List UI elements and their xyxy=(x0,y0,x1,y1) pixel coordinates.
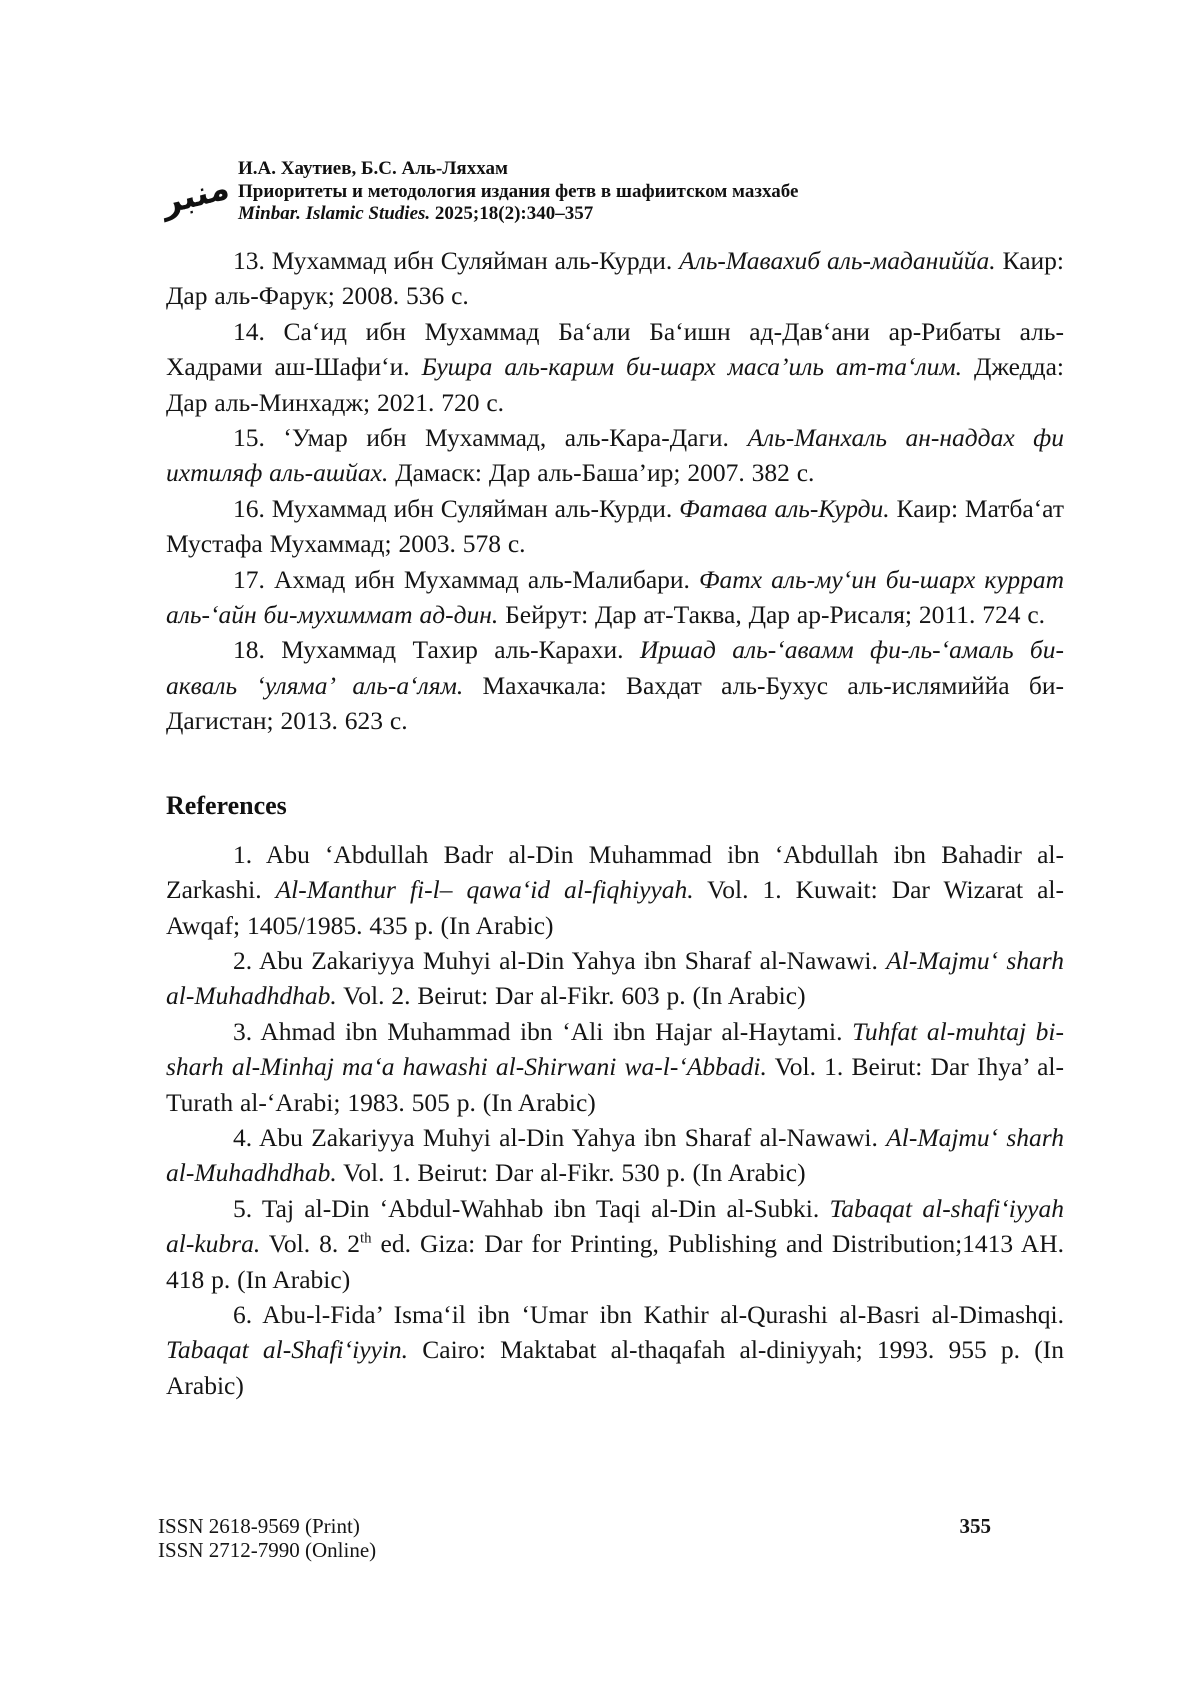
reference-item xyxy=(166,943,1064,1014)
reference-text: 18. Мухаммад Тахир аль-Карахи. xyxy=(233,635,640,665)
reference-text: 6. Abu-l-Fida’ Isma‘il ibn ‘Umar ibn Kathir al-Qurashi al-Basri al-Dimashqi. xyxy=(233,1299,1064,1329)
work-title-text: Аль-Мавахиб аль-маданиййа. xyxy=(679,246,996,275)
work-title-text: Иршад аль-‘авамм фи-ль-‘амаль би-акваль ‘уляма’ аль-а‘лям. xyxy=(166,635,1064,700)
header-text-block xyxy=(238,158,798,226)
reference-item xyxy=(166,420,1064,491)
article-title: Приоритеты и методология издания фетв в шафиитском мазхабе xyxy=(238,180,799,202)
reference-item xyxy=(166,1014,1064,1120)
reference-item xyxy=(166,1120,1064,1191)
issn-block xyxy=(158,1514,376,1562)
journal-citation xyxy=(238,203,798,226)
issn-print: ISSN 2618-9569 (Print) xyxy=(158,1514,360,1538)
journal-logo-icon xyxy=(160,164,232,224)
reference-text: Каир: Матба‘ат Мустафа Мухаммад; 2003. 578 с. xyxy=(166,493,1064,559)
reference-text: Бейрут: Дар ат-Таква, Дар ар-Рисаля; 2011. 724 с. xyxy=(498,600,1046,630)
reference-text: Vol. 1. Beirut: Dar al-Fikr. 530 p. (In Arabic) xyxy=(336,1158,806,1188)
reference-text: Дамаск: Дар аль-Баша’ир; 2007. 382 с. xyxy=(388,458,815,488)
work-title-text: Фатх аль-му‘ин би-шарх куррат аль-‘айн би-мухиммат ад-дин. xyxy=(166,564,1065,630)
reference-text: 17. Ахмад ибн Мухаммад аль-Малибари. xyxy=(233,564,700,594)
reference-item xyxy=(166,491,1064,562)
english-references-list xyxy=(166,837,1064,1404)
reference-text: 14. Са‘ид ибн Мухаммад Ба‘али Ба‘ишн ад-Дав‘ани ар-Рибаты аль-Хадрами аш-Шафи‘и. xyxy=(166,316,1064,382)
reference-item xyxy=(166,837,1064,943)
reference-item xyxy=(166,1191,1064,1297)
work-title-text: Al-Majmu‘ sharh al-Muhadhdhab. xyxy=(166,945,1064,1011)
reference-text: 1. Abu ‘Abdullah Badr al-Din Muhammad ibn ‘Abdullah ibn Bahadir al-Zarkashi. xyxy=(166,839,1064,905)
reference-text: 15. ‘Умар ибн Мухаммад, аль-Кара-Даги. xyxy=(233,423,748,453)
reference-item xyxy=(166,1297,1064,1403)
work-title-text: Аль-Манхаль ан-наддах фи ихтиляф аль-ашйах. xyxy=(166,423,1064,488)
page-footer xyxy=(158,1514,991,1562)
reference-text: Джедда: Дар аль-Минхадж; 2021. 720 с. xyxy=(166,352,1065,417)
journal-name: Minbar. Islamic Studies. xyxy=(238,203,431,224)
reference-text: Каир: Дар аль-Фарук; 2008. 536 с. xyxy=(166,246,1064,311)
page-number: 355 xyxy=(959,1514,991,1538)
reference-text: 4. Abu Zakariyya Muhyi al-Din Yahya ibn Sharaf al-Nawawi. xyxy=(233,1122,887,1152)
reference-item xyxy=(166,314,1064,420)
references-section xyxy=(166,243,1064,1403)
issn-online: ISSN 2712-7990 (Online) xyxy=(158,1538,377,1562)
work-title-text: Фатава аль-Курди. xyxy=(679,493,890,523)
reference-text: 3. Ahmad ibn Muhammad ibn ‘Ali ibn Hajar al-Haytami. xyxy=(233,1016,853,1046)
work-title-text: Al-Majmu‘ sharh al-Muhadhdhab. xyxy=(166,1122,1064,1188)
reference-text: Vol. 1. Kuwait: Dar Wizarat al-Awqaf; 1405/1985. 435 p. (In Arabic) xyxy=(166,875,1064,940)
arabic-calligraphy-glyph: منبر xyxy=(160,166,232,222)
work-title-text: Tabaqat al-Shafi‘iyyin. xyxy=(166,1335,409,1365)
russian-references-list xyxy=(166,243,1064,739)
reference-text: 2. Abu Zakariyya Muhyi al-Din Yahya ibn Sharaf al-Nawawi. xyxy=(233,945,887,975)
work-title-text: Tuhfat al-muhtaj bi-sharh al-Minhaj ma‘a hawashi al-Shirwani wa-l-‘Abbadi. xyxy=(166,1016,1064,1082)
reference-item xyxy=(166,632,1064,738)
work-title-text: Tabaqat al-shafi‘iyyah al-kubra. xyxy=(166,1193,1064,1259)
reference-text: ed. Giza: Dar for Printing, Publishing and Distribution;1413 AH. 418 p. (In Arabic) xyxy=(166,1229,1064,1294)
reference-item xyxy=(166,243,1064,314)
reference-text: Cairo: Maktabat al-thaqafah al-diniyyah; 1993. 955 p. (In Arabic) xyxy=(166,1335,1064,1400)
reference-text: Vol. 2. Beirut: Dar al-Fikr. 603 p. (In Arabic) xyxy=(336,981,806,1011)
reference-item xyxy=(166,562,1064,633)
work-title-text: Al-Manthur fi-l– qawa‘id al-fiqhiyyah. xyxy=(275,875,694,905)
citation-numbers: 2025;18(2):340–357 xyxy=(430,203,594,224)
references-heading: References xyxy=(166,790,287,820)
work-title-text: Бушра аль-карим би-шарх маса’иль ат-та‘лим. xyxy=(421,352,963,382)
reference-text: 13. Мухаммад ибн Суляйман аль-Курди. xyxy=(233,246,680,275)
reference-text: th xyxy=(360,1230,372,1247)
reference-text: Махачкала: Вахдат аль-Бухус аль-ислямиййа би-Дагистан; 2013. 623 с. xyxy=(166,670,1064,736)
reference-text: Vol. 8. 2 xyxy=(260,1229,361,1259)
reference-text: Vol. 1. Beirut: Dar Ihya’ al-Turath al-‘Arabi; 1983. 505 p. (In Arabic) xyxy=(166,1052,1064,1117)
authors-line: И.А. Хаутиев, Б.С. Аль-Ляххам xyxy=(238,158,508,179)
page-header xyxy=(160,158,799,226)
reference-text: 16. Мухаммад ибн Суляйман аль-Курди. xyxy=(233,493,680,523)
reference-text: 5. Taj al-Din ‘Abdul-Wahhab ibn Taqi al-Din al-Subki. xyxy=(233,1193,830,1223)
